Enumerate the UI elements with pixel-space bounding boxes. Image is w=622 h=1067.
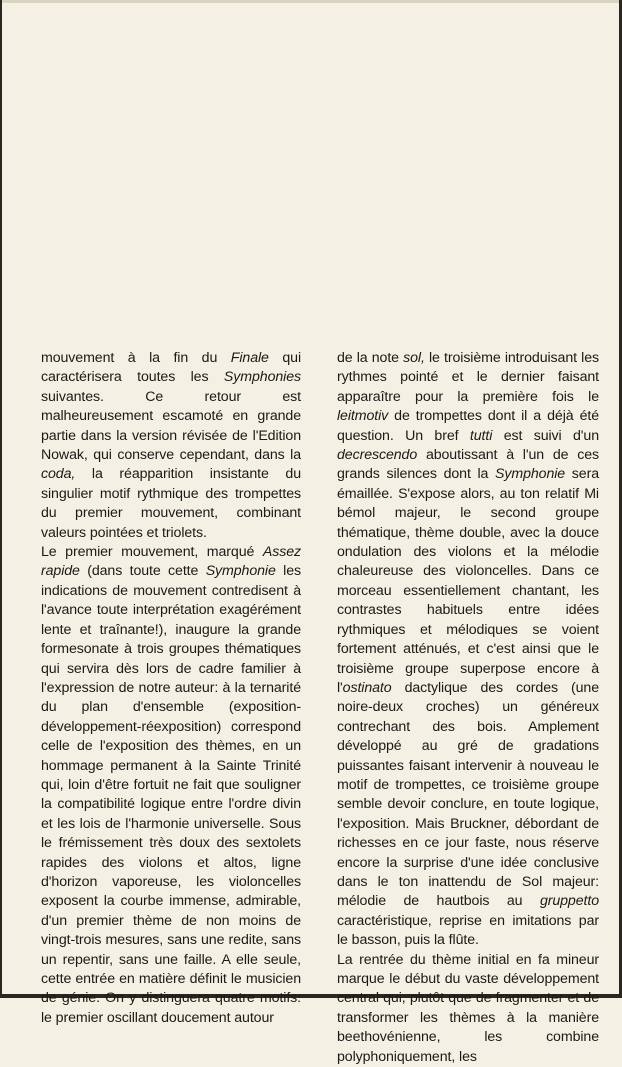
text-segment: sera émaillée. S'expose alors, au ton relatif Mi bémol majeur, le second groupe thématique, thème double, avec la douce ondulation des violons et la mélodie chaleureuse des violoncelles. Dans ce morceau essentiellement chantant, les contrastes habituels entre idées rythmiques et mélodiques se voient fortement atténués, et c'est ainsi que le troisième groupe superpose encore à l' [337,466,599,696]
italic-text-segment: Symphonie [495,466,566,483]
italic-text-segment: leitmotiv [337,408,389,425]
italic-text-segment: gruppetto [539,893,599,910]
text-segment: (dans toute cette [79,563,206,580]
text-segment: est suivi d'un [492,427,599,444]
text-segment: de trompettes dont il a déjà été question. Un bref [337,408,599,444]
text-segment: dactylique des cordes (une noire-deux croches) un généreux contrechant des bois. Amplement développé au gré de gradations puissantes faisant intervenir à nouveau le motif de trompettes, ce troisième groupe semble devoir conclure, en toute logique, l'exposition. Mais Bruckner, débordant de richesses en ce jour faste, nous réserve encore la surprise d'une idée conclusive dans le ton inattendu de Sol majeur: mélodie de hautbois au [337,679,599,910]
left-text-column [41,349,301,1028]
text-segment: les indications de mouvement contredisent à l'avance toute interprétation exagérément lente et traînante!), inaugure la grande formesonate à trois groupes thématiques qui servira dès lors de cadre familier à l'expression de notre auteur: à la ternarité du plan d'ensemble (exposition-développement-réexposition) correspond celle de l'exposition des thèmes, en un hommage permanent à la Sainte Trinité qui, loin d'être fortuit ne fait que souligner la compatibilité logique entre l'ordre divin et les lois de l'harmonie universelle. Sous le frémissement très doux des sextolets rapides des violons et altos, ligne d'horizon vaporeuse, les violoncelles exposent la courbe immense, admirable, d'un premier thème de non moins de vingt-trois mesures, sans une redite, sans un repentir, sans une faille. A elle seule, cette entrée en matière définit le musicien de génie. On y distinguera quatre motifs: le premier oscillant doucement autour [41,563,301,1026]
page-left-edge [0,0,2,998]
text-segment: qui caractérisera toutes les [41,350,301,386]
paragraph [337,349,599,951]
text-segment: la réapparition insistante du singulier motif rythmique des trompettes du premier mouvement, combinant valeurs pointées et triolets. [41,466,301,541]
text-segment: aboutissant à l'un de ces grands silences dont la [337,447,599,483]
italic-text-segment: tutti [469,427,493,444]
italic-text-segment: Symphonie [205,563,276,580]
text-segment: Le premier mouvement, marqué [41,544,263,561]
italic-text-segment: sol, [403,350,425,366]
text-segment: caractéristique, reprise en imitations par le basson, puis la flûte. [337,912,599,949]
italic-text-segment: Finale [230,350,269,366]
paragraph [337,951,599,1067]
paragraph [41,349,301,543]
text-segment: mouvement à la fin du [41,350,231,366]
italic-text-segment: decrescendo [337,447,418,464]
italic-text-segment: ostinato [342,679,392,696]
text-segment: La rentrée du thème initial en fa mineur marque le début du vaste développement central qui, plutôt que de fragmenter et de transformer les thèmes à la manière beethovénienne, les combine polyphoniquement, les [337,951,599,1065]
italic-text-segment: Symphonies [223,369,301,386]
italic-text-segment: Assez rapide [41,544,301,580]
right-text-column [337,349,599,1067]
text-segment: le troisième introduisant les rythmes pointé et le dernier faisant apparaître pour la première fois le [337,350,599,405]
page-top-edge [0,0,622,3]
paragraph [41,543,301,1028]
italic-text-segment: coda, [41,466,76,483]
text-segment: suivantes. Ce retour est malheureusement escamoté en grande partie dans la version révisée de l'Edition Nowak, qui conserve cependant, dans la [41,388,301,464]
text-segment: de la note [337,350,404,366]
